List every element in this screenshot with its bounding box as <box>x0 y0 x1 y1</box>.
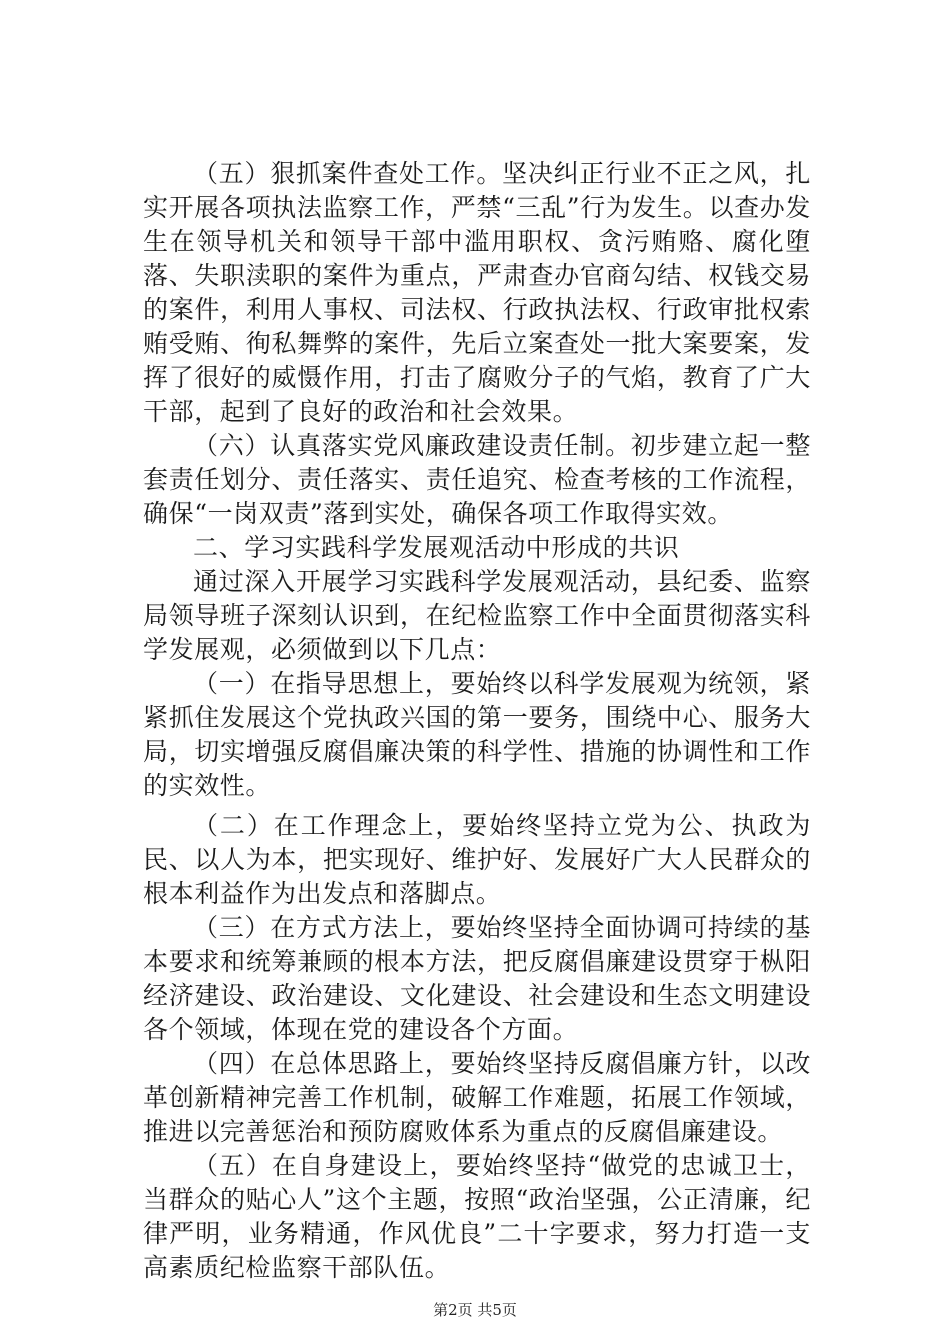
paragraph-overall-approach: （四）在总体思路上，要始终坚持反腐倡廉方针，以改革创新精神完善工作机制，破解工作难题，拓展工作领域，推进以完善惩治和预防腐败体系为重点的反腐倡廉建设。 <box>143 1049 811 1146</box>
paragraph-self-building: （五）在自身建设上，要始终坚持“做党的忠诚卫士，当群众的贴心人”这个主题，按照“政治坚强，公正清廉，纪律严明，业务精通，作风优良”二十字要求，努力打造一支高素质纪检监察干部队伍。 <box>143 1151 811 1282</box>
paragraph-intro-consensus: 通过深入开展学习实践科学发展观活动，县纪委、监察局领导班子深刻认识到，在纪检监察工作中全面贯彻落实科学发展观，必须做到以下几点： <box>143 567 811 664</box>
page-number-footer: 第2页 共5页 <box>433 1301 517 1319</box>
paragraph-responsibility-system: （六）认真落实党风廉政建设责任制。初步建立起一整套责任划分、责任落实、责任追究、检查考核的工作流程，确保“一岗双责”落到实处，确保各项工作取得实效。 <box>143 431 811 528</box>
paragraph-methods: （三）在方式方法上，要始终坚持全面协调可持续的基本要求和统筹兼顾的根本方法，把反腐倡廉建设贯穿于枞阳经济建设、政治建设、文化建设、社会建设和生态文明建设各个领域，体现在党的建设各个方面。 <box>143 913 811 1044</box>
document-body <box>143 157 811 1285</box>
section-heading-consensus: 二、学习实践科学发展观活动中形成的共识 <box>193 533 680 562</box>
paragraph-work-concept: （二）在工作理念上，要始终坚持立党为公、执政为民、以人为本，把实现好、维护好、发展好广大人民群众的根本利益作为出发点和落脚点。 <box>143 811 811 908</box>
paragraph-guiding-ideology: （一）在指导思想上，要始终以科学发展观为统领，紧紧抓住发展这个党执政兴国的第一要务，围绕中心、服务大局，切实增强反腐倡廉决策的科学性、措施的协调性和工作的实效性。 <box>143 669 811 800</box>
paragraph-case-investigation: （五）狠抓案件查处工作。坚决纠正行业不正之风，扎实开展各项执法监察工作，严禁“三乱”行为发生。以查办发生在领导机关和领导干部中滥用职权、贪污贿赂、腐化堕落、失职渎职的案件为重点，严肃查办官商勾结、权钱交易的案件，利用人事权、司法权、行政执法权、行政审批权索贿受贿、徇私舞弊的案件，先后立案查处一批大案要案，发挥了很好的威慑作用，打击了腐败分子的气焰，教育了广大干部，起到了良好的政治和社会效果。 <box>143 159 811 426</box>
